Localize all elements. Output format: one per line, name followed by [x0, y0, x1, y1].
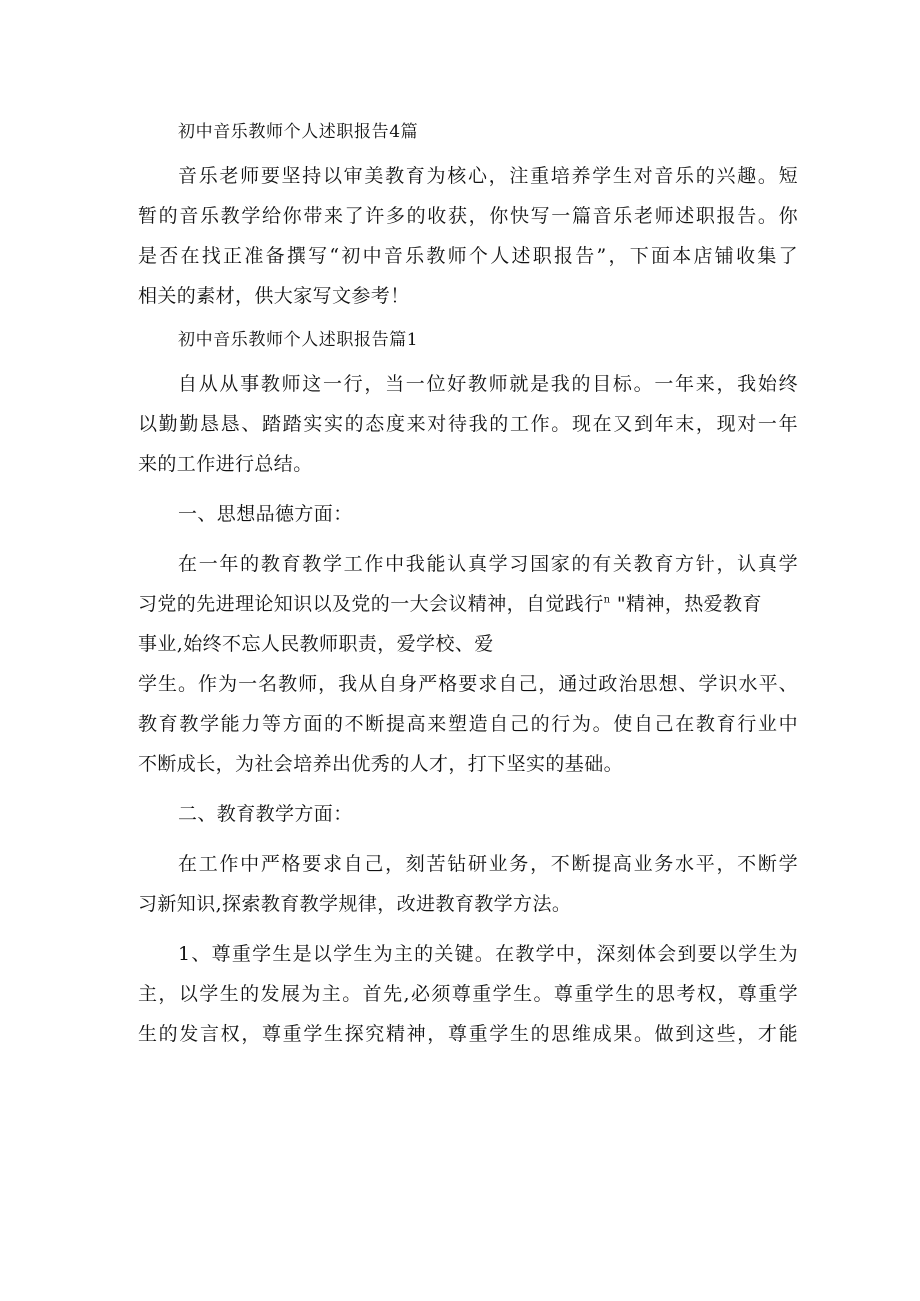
- text-line: 以勤勤恳恳、踏踏实实的态度来对待我的工作。现在又到年末，现对一年: [138, 413, 798, 435]
- text-segment: "精神，热爱教育: [616, 593, 762, 615]
- text-line: 来的工作进行总结。: [138, 453, 313, 475]
- text-line: 学生。作为一名教师，我从自身严格要求自己，通过政治思想、学识水平、: [138, 673, 798, 695]
- document-body: [138, 112, 798, 1054]
- section-title: 初中音乐教师个人述职报告篇1: [178, 330, 419, 350]
- text-line: 主，以学生的发展为主。首先,必须尊重学生。尊重学生的思考权，尊重学: [138, 983, 798, 1005]
- text-line: 生的发言权，尊重学生探究精神，尊重学生的思维成果。做到这些，才能: [138, 1023, 798, 1045]
- text-line: 音乐老师要坚持以审美教育为核心，注重培养学生对音乐的兴趣。短: [178, 165, 798, 187]
- text-line: 在一年的教育教学工作中我能认真学习国家的有关教育方针，认真学: [178, 553, 798, 575]
- text-line: 事业,始终不忘人民教师职责，爱学校、爱: [138, 633, 494, 655]
- heading-education-teaching: 二、教育教学方面：: [178, 803, 353, 825]
- paragraph-4: [138, 934, 798, 1054]
- intro-paragraph: [138, 156, 798, 316]
- paragraph-1: [138, 364, 798, 484]
- text-line: 自从从事教师这一行，当一位好教师就是我的目标。一年来，我始终: [178, 373, 798, 395]
- superscript-mark: n: [603, 594, 611, 606]
- text-line: 是否在找正准备撰写“初中音乐教师个人述职报告”，下面本店铺收集了: [138, 245, 798, 267]
- text-line: 习新知识,探索教育教学规律，改进教育教学方法。: [138, 893, 572, 915]
- text-segment: 习党的先进理论知识以及党的一大会议精神，自觉践行: [138, 593, 604, 615]
- document-title: 初中音乐教师个人述职报告4篇: [178, 122, 419, 142]
- paragraph-2: [138, 544, 798, 784]
- text-line-with-mark: [138, 584, 798, 624]
- text-line: 在工作中严格要求自己，刻苦钻研业务，不断提高业务水平，不断学: [178, 853, 798, 875]
- text-line: 相关的素材，供大家写文参考！: [138, 285, 410, 307]
- text-line: 教育教学能力等方面的不断提高来塑造自己的行为。使自己在教育行业中: [138, 713, 798, 735]
- paragraph-3: [138, 844, 798, 924]
- text-line: 不断成长，为社会培养出优秀的人才，打下坚实的基础。: [138, 753, 624, 775]
- text-line: 1、尊重学生是以学生为主的关键。在教学中，深刻体会到要以学生为: [178, 943, 798, 965]
- heading-thought-morality: 一、思想品德方面：: [178, 503, 353, 525]
- text-line: 暂的音乐教学给你带来了许多的收获，你快写一篇音乐老师述职报告。你: [138, 205, 798, 227]
